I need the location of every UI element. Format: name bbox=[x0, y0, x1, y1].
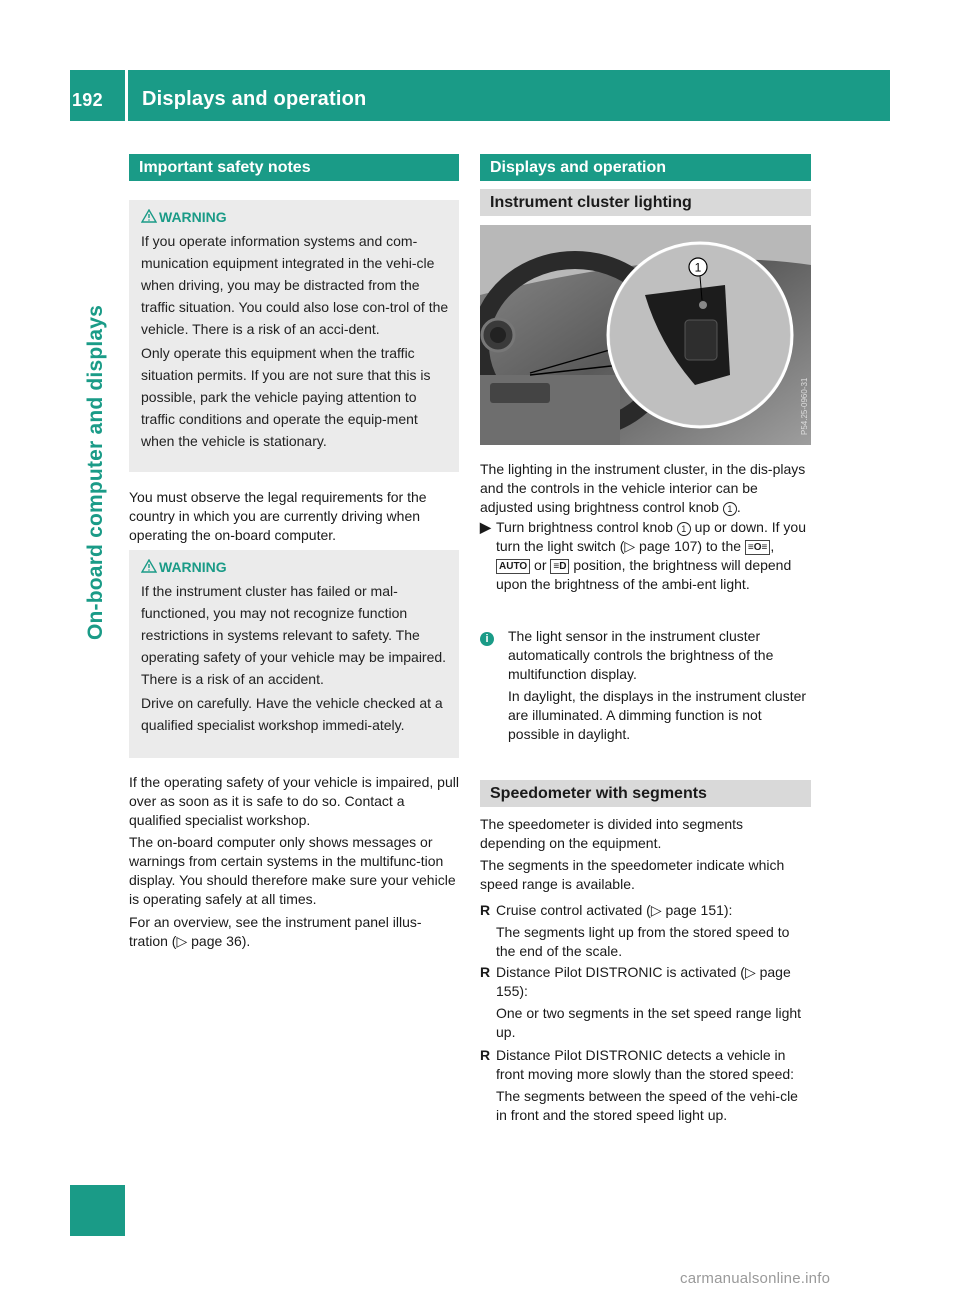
header-title: Displays and operation bbox=[142, 88, 367, 110]
subsection-title-speedometer: Speedometer with segments bbox=[480, 780, 811, 807]
info-paragraph-1: The light sensor in the instrument cluster automatically controls the brightness of the multifunction display. bbox=[508, 628, 774, 682]
list-item-body: The segments between the speed of the vehi-cle in front and the stored speed light up. bbox=[496, 1088, 798, 1123]
warning-title-1 bbox=[141, 206, 451, 228]
photo-callout-number: 1 bbox=[694, 260, 702, 275]
info-icon-wrap bbox=[480, 627, 494, 646]
warning1-paragraph-1: If you operate information systems and com-munication equipment integrated in the vehi-cle when driving, you may be distracted from the traffic situation. You could also lose con-trol of the vehicle. There is a risk of an acci-dent. bbox=[141, 233, 449, 337]
lighting-text-end: . bbox=[736, 499, 741, 515]
list-item-text bbox=[496, 1046, 811, 1125]
info-paragraph-2: In daylight, the displays in the instrument cluster are illuminated. A dimming function is not possible in daylight. bbox=[508, 688, 807, 742]
action-text-a: Turn brightness control knob bbox=[496, 519, 677, 535]
bullet-r-icon: R bbox=[480, 964, 491, 980]
warning-box-1 bbox=[129, 200, 459, 472]
arrow-right-icon: ▶ bbox=[480, 519, 491, 535]
info-icon: i bbox=[480, 632, 494, 646]
list-item bbox=[480, 1046, 811, 1125]
bullet-r-icon: R bbox=[480, 1047, 491, 1063]
subsection-title-lighting: Instrument cluster lighting bbox=[480, 189, 811, 216]
info-text bbox=[508, 627, 811, 744]
section-title-displays: Displays and operation bbox=[480, 154, 811, 181]
action-text-e: position, the brightness will depend upon the brightness of the ambi-ent light. bbox=[496, 557, 792, 592]
action-step bbox=[480, 518, 811, 594]
list-item-text bbox=[496, 963, 811, 1042]
side-tab-marker bbox=[70, 1185, 125, 1236]
list-item-head: Distance Pilot DISTRONIC detects a vehicle in front moving more slowly than the stored speed: bbox=[496, 1047, 795, 1082]
lighting-text: The lighting in the instrument cluster, in the dis-plays and the controls in the vehicle interior can be adjusted using brightness control knob bbox=[480, 461, 806, 515]
list-item-body: One or two segments in the set speed range light up. bbox=[496, 1005, 802, 1040]
warning-title-text: WARNING bbox=[159, 559, 227, 575]
parking-light-icon: ≡O≡ bbox=[745, 540, 770, 555]
list-item bbox=[480, 901, 811, 961]
overview-paragraph: For an overview, see the instrument panel illus-tration (▷ page 36). bbox=[129, 914, 422, 949]
action-text-b: up or down. If you turn the light switch (▷ page 107) to the bbox=[496, 519, 806, 554]
header-divider bbox=[125, 70, 128, 121]
messages-paragraph: The on-board computer only shows messages or warnings from certain systems in the multifunc-tion display. You should therefore make sure your vehicle is operating safely at all times. bbox=[129, 834, 456, 907]
safety-paragraph: If the operating safety of your vehicle is impaired, pull over as soon as it is safe to do so. Contact a qualified specialist workshop. bbox=[129, 774, 459, 828]
list-item-text bbox=[496, 901, 811, 961]
warning-triangle-icon bbox=[141, 209, 157, 223]
watermark: carmanualsonline.info bbox=[680, 1270, 831, 1287]
lighting-paragraph bbox=[480, 460, 811, 517]
warning-box-2 bbox=[129, 550, 459, 758]
list-item-body: The segments light up from the stored speed to the end of the scale. bbox=[496, 924, 790, 959]
callout-1-icon: 1 bbox=[723, 502, 737, 516]
info-note bbox=[480, 627, 811, 744]
callout-1-icon: 1 bbox=[677, 522, 691, 536]
speedo-paragraph-2: The segments in the speedometer indicate which speed range is available. bbox=[480, 857, 785, 892]
page-number: 192 bbox=[72, 90, 103, 110]
list-item bbox=[480, 963, 811, 1042]
photo-code: P54.25-0960-31 bbox=[800, 377, 809, 435]
bullet-r-icon: R bbox=[480, 902, 491, 918]
warning2-paragraph-2: Drive on carefully. Have the vehicle checked at a qualified specialist workshop immedi-ately. bbox=[141, 695, 443, 733]
warning1-paragraph-2: Only operate this equipment when the traffic situation permits. If you are not sure that this is possible, park the vehicle paying attention to traffic conditions and operate the equip-ment when the vehicle is stationary. bbox=[141, 345, 431, 449]
list-item-head: Distance Pilot DISTRONIC is activated (▷ page 155): bbox=[496, 964, 791, 999]
warning-triangle-icon bbox=[141, 559, 157, 573]
auto-light-icon: AUTO bbox=[496, 559, 530, 574]
legal-paragraph: You must observe the legal requirements for the country in which you are currently driving when operating the on-board computer. bbox=[129, 489, 427, 543]
warning2-paragraph-1: If the instrument cluster has failed or mal-functioned, you may not recognize function restrictions in systems relevant to safety. The operating safety of your vehicle may be impaired. There is a risk of an accident. bbox=[141, 583, 447, 687]
instrument-cluster-photo bbox=[480, 225, 811, 445]
low-beam-icon: ≡D bbox=[550, 559, 569, 574]
action-text bbox=[496, 518, 811, 594]
section-title-safety: Important safety notes bbox=[129, 154, 459, 181]
speedo-paragraph-1: The speedometer is divided into segments depending on the equipment. bbox=[480, 816, 744, 851]
action-text-d: or bbox=[530, 557, 551, 573]
side-tab-label: On-board computer and displays bbox=[84, 304, 107, 640]
warning-title-2 bbox=[141, 556, 451, 578]
list-item-head: Cruise control activated (▷ page 151): bbox=[496, 902, 733, 918]
warning-title-text: WARNING bbox=[159, 209, 227, 225]
action-text-c: , bbox=[770, 538, 775, 554]
